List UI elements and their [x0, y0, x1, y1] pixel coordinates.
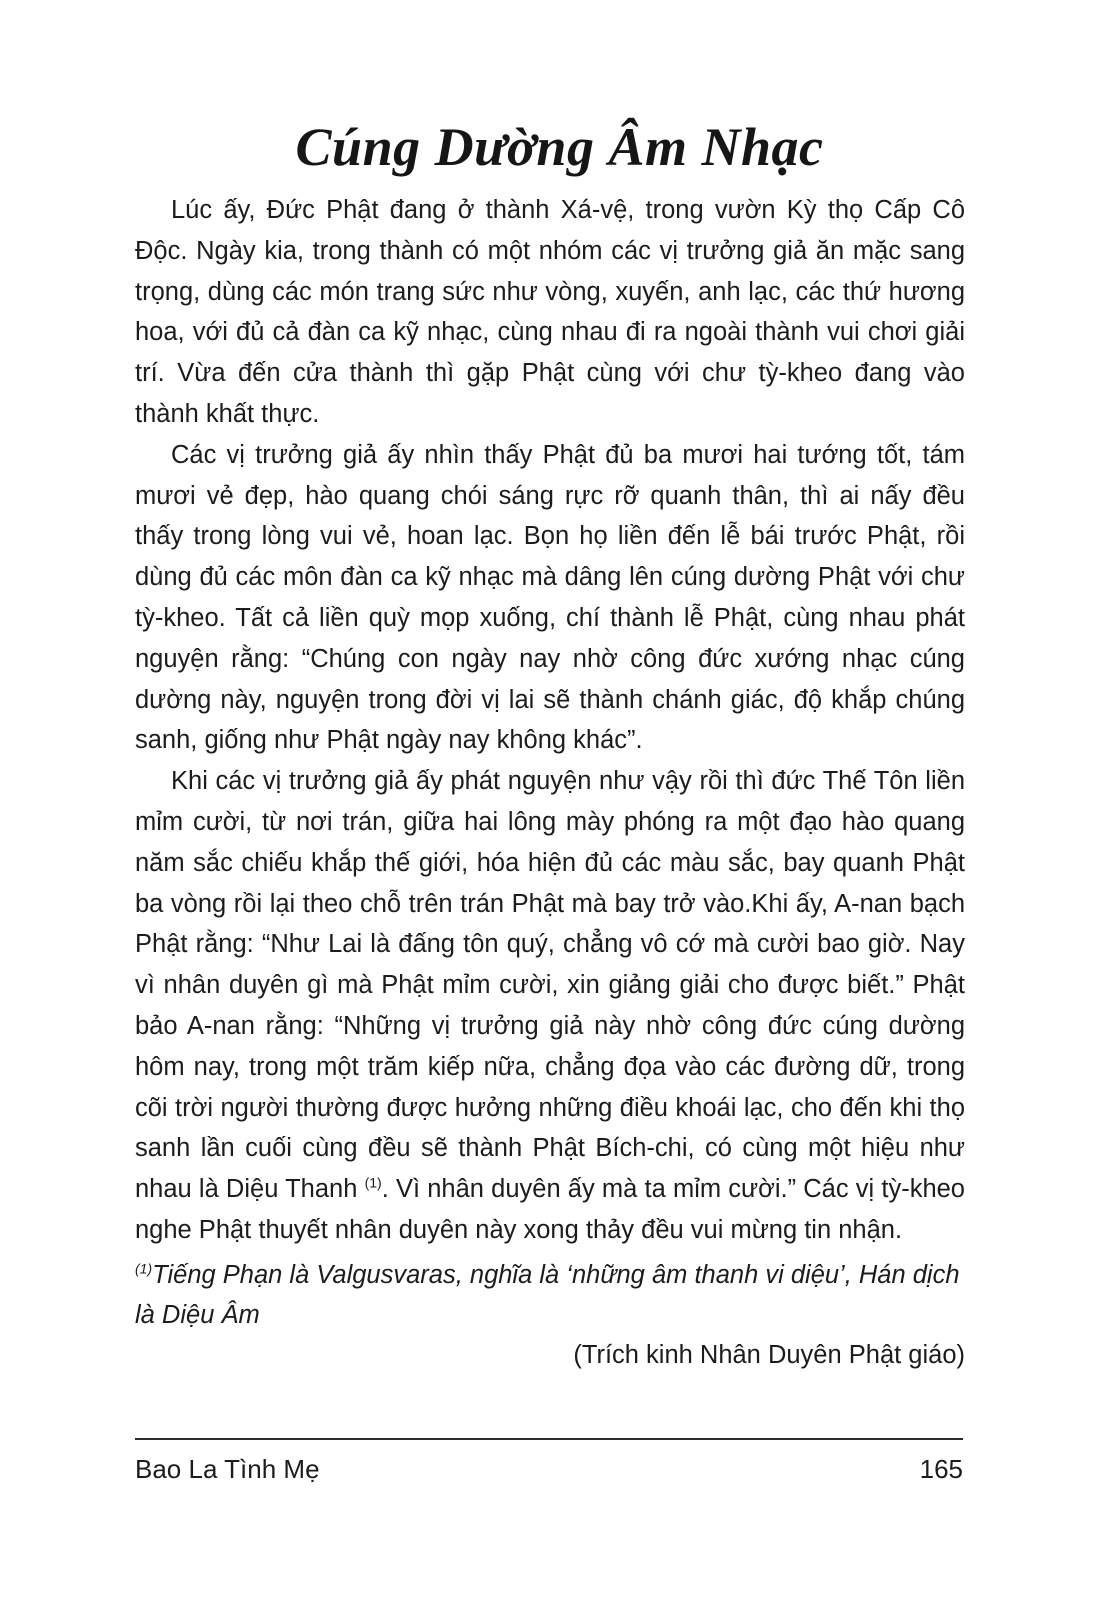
paragraph-1: Lúc ấy, Đức Phật đang ở thành Xá-vệ, trong vườn Kỳ thọ Cấp Cô Độc. Ngày kia, trong thành có một nhóm các vị trưởng giả ăn mặc sang trọng, dùng các món trang sức như vòng, xuyến, anh lạc, các thứ hương hoa, với đủ cả đàn ca kỹ nhạc, cùng nhau đi ra ngoài thành vui chơi giải trí. Vừa đến cửa thành thì gặp Phật cùng với chư tỳ-kheo đang vào thành khất thực.	[135, 196, 965, 428]
paragraph-3-text-before: Khi các vị trưởng giả ấy phát nguyện như vậy rồi thì đức Thế Tôn liền mỉm cười, từ nơi trán, giữa hai lông mày phóng ra một đạo hào quang năm sắc chiếu khắp thế giới, hóa hiện đủ các màu sắc, bay quanh Phật ba vòng rồi lại theo chỗ trên trán Phật mà bay trở vào.Khi ấy, A-nan bạch Phật rằng: “Như Lai là đấng tôn quý, chẳng vô cớ mà cười bao giờ. Nay vì nhân duyên gì mà Phật mỉm cười, xin giảng giải cho được biết.” Phật bảo A-nan rằng: “Những vị trưởng giả này nhờ công đức cúng dường hôm nay, trong một trăm kiếp nữa, chẳng đọa vào các đường dữ, trong cõi trời người thường được hưởng những điều khoái lạc, cho đến khi thọ sanh lần cuối cùng đều sẽ thành Phật Bích-chi, có cùng một hiệu như nhau là Diệu Thanh	[135, 767, 965, 1204]
page-footer	[135, 1452, 963, 1486]
story-body	[135, 190, 965, 1375]
paragraph-3-text-after: . Vì nhân duyên ấy mà ta mỉm cười.” Các vị tỳ-kheo nghe Phật thuyết nhân duyên này xong thảy đều vui mừng tin nhận.	[135, 1175, 965, 1244]
footnote-mark: (1)	[135, 1260, 153, 1277]
source-citation: (Trích kinh Nhân Duyên Phật giáo)	[573, 1340, 965, 1369]
footnote-text: Tiếng Phạn là Valgusvaras, nghĩa là ‘những âm thanh vi diệu’, Hán dịch là Diệu Âm	[135, 1260, 960, 1329]
footer-divider	[135, 1438, 963, 1440]
footer-book-title: Bao La Tình Mẹ	[135, 1454, 320, 1484]
page-number: 165	[919, 1454, 963, 1484]
paragraph-3	[135, 761, 965, 1251]
paragraph-2: Các vị trưởng giả ấy nhìn thấy Phật đủ ba mươi hai tướng tốt, tám mươi vẻ đẹp, hào quang chói sáng rực rỡ quanh thân, thì ai nấy đều thấy trong lòng vui vẻ, hoan lạc. Bọn họ liền đến lễ bái trước Phật, rồi dùng đủ các môn đàn ca kỹ nhạc mà dâng lên cúng dường Phật với chư tỳ-kheo. Tất cả liền quỳ mọp xuống, chí thành lễ Phật, cùng nhau phát nguyện rằng: “Chúng con ngày nay nhờ công đức xướng nhạc cúng dường này, nguyện trong đời vị lai sẽ thành chánh giác, độ khắp chúng sanh, giống như Phật ngày nay không khác”.	[135, 440, 965, 755]
footnote	[135, 1255, 965, 1335]
page-title: Cúng Dường Âm Nhạc	[295, 117, 824, 178]
footnote-reference: (1)	[364, 1174, 382, 1191]
